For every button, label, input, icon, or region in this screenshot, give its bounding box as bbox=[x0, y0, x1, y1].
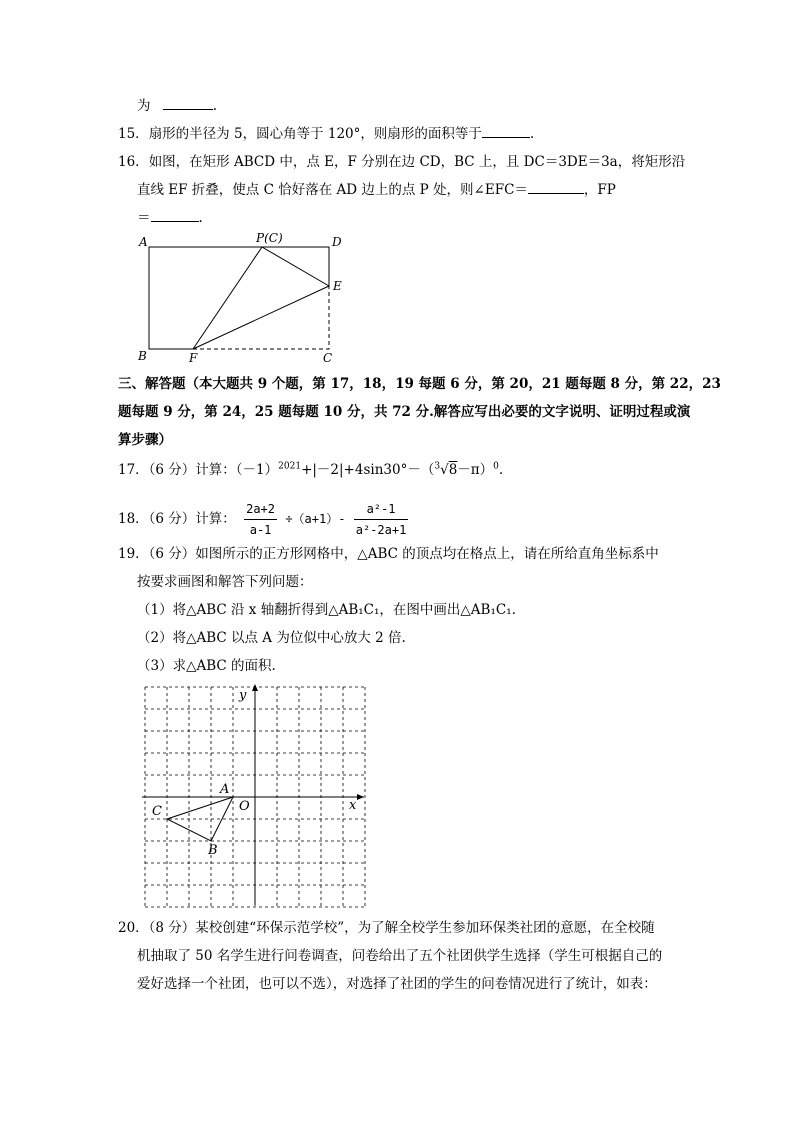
axis-label-x: x bbox=[349, 798, 357, 813]
q15-number: 15． bbox=[118, 126, 149, 142]
fraction-2 bbox=[354, 499, 409, 540]
fraction-2-numerator: a²-1 bbox=[354, 499, 409, 520]
q15-end: . bbox=[529, 126, 535, 142]
q14-tail bbox=[137, 97, 217, 115]
question-17 bbox=[118, 461, 503, 479]
label-B: B bbox=[138, 349, 147, 363]
label-A: A bbox=[139, 235, 148, 249]
question-20-line2: 机抽取了 50 名学生进行问卷调查，问卷给出了五个社团供学生选择（学生可根据自己的 bbox=[137, 948, 663, 964]
fraction-1 bbox=[244, 499, 277, 540]
question-19-sub1: （1）将△ABC 沿 x 轴翻折得到△AB₁C₁，在图中画出△AB₁C₁. bbox=[137, 602, 516, 618]
question-16-line2 bbox=[137, 181, 616, 199]
q17-mid: +|－2|+4sin30°－（ bbox=[301, 462, 435, 478]
origin-label-O: O bbox=[239, 799, 250, 814]
coordinate-grid bbox=[138, 680, 370, 910]
question-15 bbox=[118, 125, 534, 143]
q14-tail-label: 为 bbox=[137, 98, 151, 114]
question-19-line1: 19．（6 分）如图所示的正方形网格中，△ABC 的顶点均在格点上，请在所给直角坐标系中 bbox=[118, 546, 659, 562]
segment-PE bbox=[262, 247, 329, 286]
fraction-2-denominator: a²-2a+1 bbox=[355, 523, 407, 537]
question-19-sub2: （2）将△ABC 以点 A 为位似中心放大 2 倍. bbox=[137, 630, 406, 646]
cube-root-index: 3 bbox=[434, 461, 441, 472]
q16-line3b: . bbox=[198, 210, 203, 226]
question-20-line1: 20．（8 分）某校创建“环保示范学校”，为了解全校学生参加环保类社团的意愿，在全校随 bbox=[118, 920, 655, 936]
label-PC: P(C) bbox=[256, 231, 283, 245]
segment-PF bbox=[193, 247, 262, 349]
segment-EF bbox=[193, 286, 329, 349]
question-20-line3: 爱好选择一个社团，也可以不选），对选择了社团的学生的问卷情况进行了统计，如表： bbox=[137, 976, 657, 992]
q18-division: ÷（a+1）- bbox=[285, 512, 346, 526]
section3-line2: 题每题 9 分，第 24，25 题每题 10 分，共 72 分.解答应写出必要的文字说明、证明过程或演 bbox=[118, 404, 691, 420]
section3-line3: 算步骤） bbox=[118, 432, 172, 448]
q16-number: 16． bbox=[118, 154, 149, 170]
label-C: C bbox=[323, 351, 333, 365]
q16-line2b: ，FP bbox=[583, 182, 616, 198]
q16-line3a: ＝ bbox=[137, 210, 151, 226]
answer-blank[interactable] bbox=[482, 125, 530, 138]
axis-label-y: y bbox=[239, 688, 247, 703]
radical-sign: √ bbox=[440, 462, 449, 478]
section3-line1: 三、解答题（本大题共 9 个题，第 17，18，19 每题 6 分，第 20，21 题每题 8 分，第 22，23 bbox=[118, 376, 721, 392]
q17-prefix: 17．（6 分）计算：（－1） bbox=[118, 462, 279, 478]
answer-blank[interactable] bbox=[528, 181, 584, 194]
label-F: F bbox=[189, 351, 198, 365]
question-19-line2: 按要求画图和解答下列问题： bbox=[137, 574, 313, 590]
q17-exponent-zero: 0 bbox=[493, 461, 499, 472]
q17-radicand: 8 bbox=[448, 462, 458, 478]
q16-line1: 如图，在矩形 ABCD 中，点 E，F 分别在边 CD，BC 上，且 DC＝3DE＝3a，将矩形沿 bbox=[148, 154, 686, 170]
point-label-C: C bbox=[152, 804, 162, 819]
point-label-A: A bbox=[220, 782, 230, 797]
fraction-1-denominator: a-1 bbox=[249, 523, 272, 537]
y-axis-arrow bbox=[252, 684, 258, 691]
rectangle-fold-figure bbox=[130, 228, 360, 368]
q17-after: －π） bbox=[457, 462, 494, 478]
q16-line2a: 直线 EF 折叠，使点 C 恰好落在 AD 边上的点 P 处，则∠EFC＝ bbox=[137, 182, 528, 198]
label-E: E bbox=[333, 279, 342, 293]
x-axis-arrow bbox=[357, 794, 364, 800]
question-16-line1 bbox=[118, 153, 685, 171]
question-16-line3 bbox=[137, 209, 203, 227]
q14-end: . bbox=[212, 98, 218, 114]
answer-blank[interactable] bbox=[151, 209, 199, 222]
question-19-sub3: （3）求△ABC 的面积. bbox=[137, 658, 276, 674]
answer-blank[interactable] bbox=[163, 97, 213, 110]
q17-end: . bbox=[498, 462, 504, 478]
label-D: D bbox=[332, 235, 342, 249]
q15-text: 扇形的半径为 5，圆心角等于 120°，则扇形的面积等于 bbox=[148, 126, 482, 142]
q18-prefix: 18．（6 分）计算： bbox=[118, 511, 236, 527]
point-label-B: B bbox=[208, 843, 218, 858]
question-18 bbox=[118, 499, 412, 540]
fraction-1-numerator: 2a+2 bbox=[244, 499, 277, 520]
q17-exponent: 2021 bbox=[278, 461, 302, 472]
